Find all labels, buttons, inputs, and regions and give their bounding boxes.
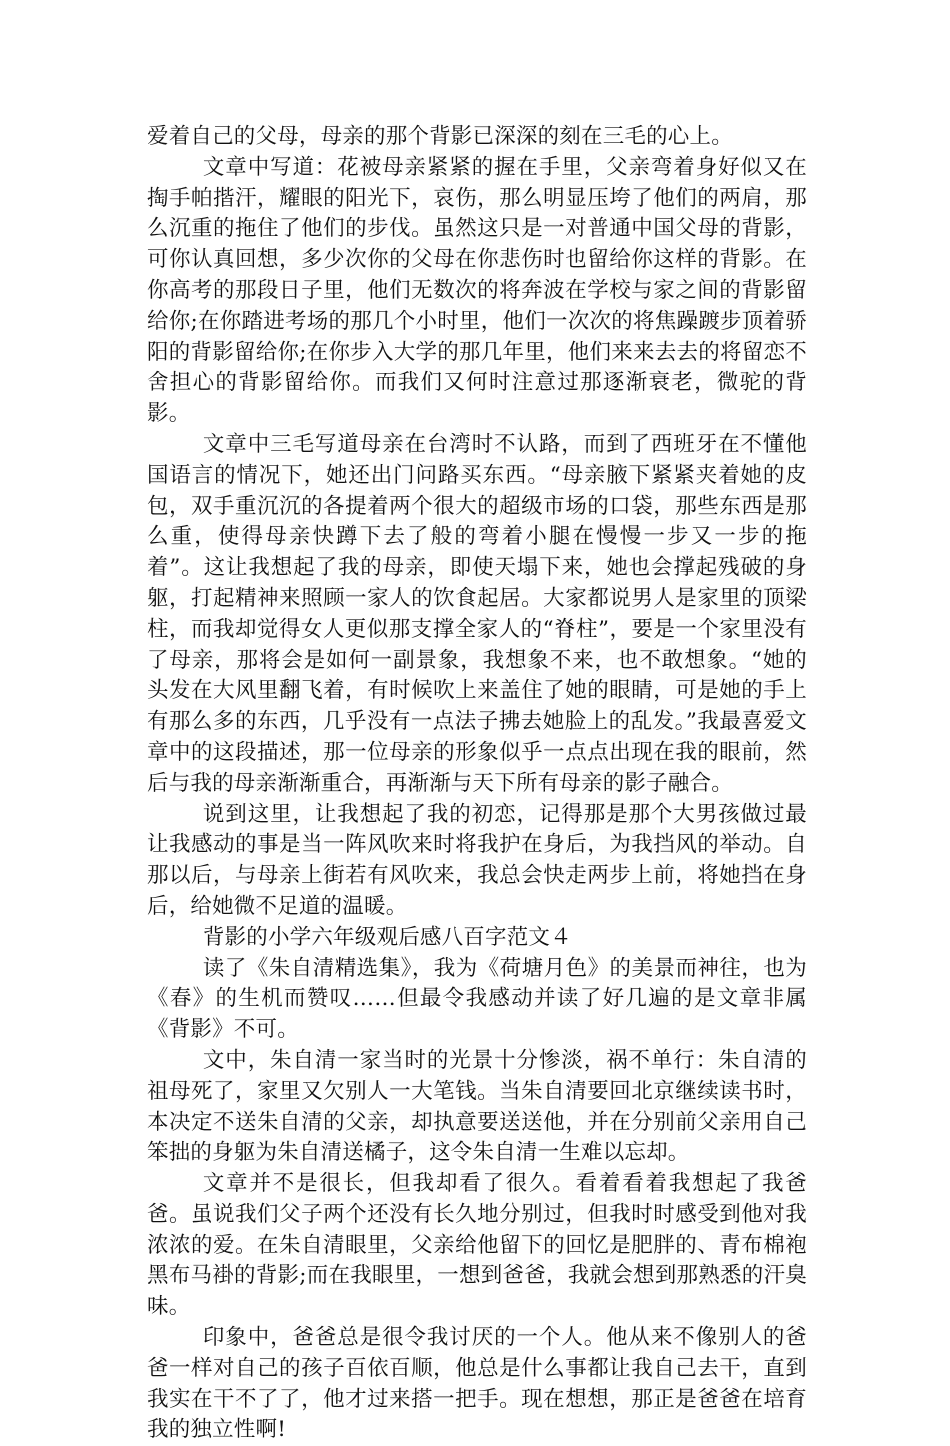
paragraph: 印象中，爸爸总是很令我讨厌的一个人。他从来不像别人的爸爸一样对自己的孩子百依百顺，他总是什么事都让我自己去干，直到我实在干不了了，他才过来搭一把手。现在想想，那正是爸爸在培育我的独立性啊! <box>147 1325 807 1443</box>
document-body <box>147 122 807 1446</box>
paragraph: 爱着自己的父母，母亲的那个背影已深深的刻在三毛的心上。 <box>147 124 733 149</box>
section-heading: 背影的小学六年级观后感八百字范文４ <box>202 924 572 950</box>
paragraph: 文章并不是很长，但我却看了很久。看着看着我想起了我爸爸。虽说我们父子两个还没有长久地分别过，但我时时感受到他对我浓浓的爱。在朱自清眼里，父亲给他留下的回忆是肥胖的、青布棉袍黑布马褂的背影;而在我眼里，一想到爸爸，我就会想到那熟悉的汗臭味。 <box>147 1171 807 1320</box>
paragraph: 文中，朱自清一家当时的光景十分惨淡，祸不单行：朱自清的祖母死了，家里又欠别人一大笔钱。当朱自清要回北京继续读书时，本决定不送朱自清的父亲，却执意要送送他，并在分别前父亲用自己笨拙的身躯为朱自清送橘子，这令朱自清一生难以忘却。 <box>147 1047 807 1166</box>
paragraph: 文章中写道：花被母亲紧紧的握在手里，父亲弯着身好似又在掏手帕揩汗，耀眼的阳光下，哀伤，那么明显压垮了他们的两肩，那么沉重的拖住了他们的步伐。虽然这只是一对普通中国父母的背影，可你认真回想，多少次你的父母在你悲伤时也留给你这样的背影。在你高考的那段日子里，他们无数次的将奔波在学校与家之间的背影留给你;在你踏进考场的那几个小时里，他们一次次的将焦躁踱步顶着骄阳的背影留给你;在你步入大学的那几年里，他们来来去去的将留恋不舍担心的背影留给你。而我们又何时注意过那逐渐衰老，微驼的背影。 <box>147 154 807 427</box>
paragraph: 读了《朱自清精选集》，我为《荷塘月色》的美景而神往，也为《春》的生机而赞叹……但最令我感动并读了好几遍的是文章非属《背影》不可。 <box>147 955 807 1043</box>
paragraph: 文章中三毛写道母亲在台湾时不认路，而到了西班牙在不懂他国语言的情况下，她还出门问路买东西。“母亲腋下紧紧夹着她的皮包，双手重沉沉的各提着两个很大的超级市场的口袋，那些东西是那么重，使得母亲快蹲下去了般的弯着小腿在慢慢一步又一步的拖着”。这让我想起了我的母亲，即使天塌下来，她也会撑起残破的身躯，打起精神来照顾一家人的饮食起居。大家都说男人是家里的顶梁柱，而我却觉得女人更似那支撑全家人的“脊柱”，要是一个家里没有了母亲，那将会是如何一副景象，我想象不来，也不敢想象。“她的头发在大风里翻飞着，有时候吹上来盖住了她的眼睛，可是她的手上有那么多的东西，几乎没有一点法子拂去她脸上的乱发。”我最喜爱文章中的这段描述，那一位母亲的形象似乎一点点出现在我的眼前，然后与我的母亲渐渐重合，再渐渐与天下所有母亲的影子融合。 <box>147 431 807 796</box>
paragraph: 说到这里，让我想起了我的初恋，记得那是那个大男孩做过最让我感动的事是当一阵风吹来时将我护在身后，为我挡风的举动。自那以后，与母亲上街若有风吹来，我总会快走两步上前，将她挡在身后，给她微不足道的温暖。 <box>147 801 807 919</box>
